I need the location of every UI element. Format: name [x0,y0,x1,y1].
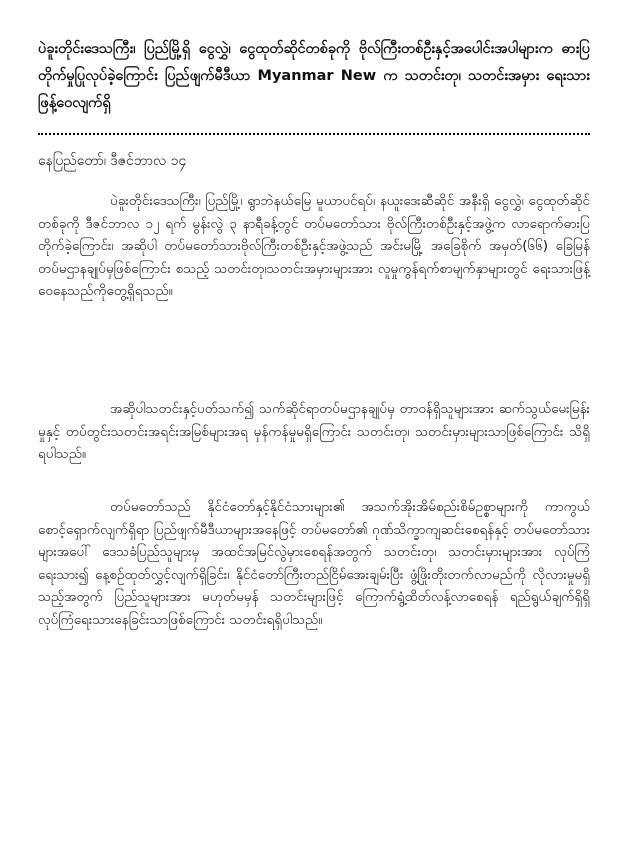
paragraph-2: အဆိုပါသတင်းနှင့်ပတ်သက်၍ သက်ဆိုင်ရာတပ်မဌာနချုပ်မှ တာဝန်ရှိသူများအား ဆက်သွယ်မေးမြန်းမှုနှင့် တပ်တွင်းသတင်းအရင်းအမြစ်များအရ မှန်ကန်မှုမရှိကြောင်း သတင်းတု၊ သတင်းမှားများသာဖြစ်ကြောင်း သိရှိရပါသည်။ [38,401,590,463]
paragraph-1: ပဲခူးတိုင်းဒေသကြီး၊ ပြည်မြို့၊ ရွာဘဲနယ်မြေ မူယာပင်ရပ်၊ နယူးဒေးဆီဆိုင် အနီးရှိ ငွေလွှဲ၊ ငွေထုတ်ဆိုင်တစ်ခုကို ဒီဇင်ဘာလ ၁၂ ရက် မွန်းလွဲ ၃ နာရီခန့်တွင် တပ်မတော်သား ဗိုလ်ကြီးတစ်ဦးနှင့်အဖွဲ့က လာရောက်ဓားပြတိုက်ခဲ့ကြောင်း၊ အဆိုပါ တပ်မတော်သားဗိုလ်ကြီးတစ်ဦးနှင့်အဖွဲ့သည် အင်းမမြို့ အခြေစိုက် အမှတ်(၆၆) ခြေမြန် တပ်မဌာနချုပ်မှဖြစ်ကြောင်း စသည့် သတင်းတု၊သတင်းအမှားများအား လူမှုကွန်ရက်စာမျက်နှာများတွင် ရေးသားဖြန့်ဝေနေသည်ကိုတွေ့ရှိရသည်။ [38,193,590,300]
dateline: နေပြည်တော်၊ ဒီဇင်ဘာလ ၁၄ [38,153,187,169]
dotted-divider [38,133,590,135]
paragraph-3: တပ်မတော်သည် နိုင်ငံတော်နှင့်နိုင်ငံသားများ၏ အသက်အိုးအိမ်စည်းစိမ်ဥစ္စာများကို ကာကွယ်စောင့်ရှောက်လျက်ရှိရာ ပြည်ဖျက်မီဒီယာများအနေဖြင့် တပ်မတော်၏ ဂုဏ်သိက္ခာကျဆင်းစေရန်နှင့် တပ်မတော်သားများအပေါ် ဒေသခံပြည်သူများမှ အထင်အမြင်လွဲမှားစေရန်အတွက် သတင်းတု၊ သတင်းမှားများအား လုပ်ကြံရေးသား၍ နေ့စဉ်ထုတ်လွှင့်လျက်ရှိခြင်း၊ နိုင်ငံတော်ကြီးတည်ငြိမ်အေးချမ်းပြီး ဖွံ့ဖြိုးတိုးတက်လာမည်ကို လိုလားမှုမရှိသည့်အတွက် ပြည်သူများအား မဟုတ်မမှန် သတင်းများဖြင့် ကြောက်ရွံ့ထိတ်လန့်လာစေရန် ရည်ရွယ်ချက်ရှိရှိ လုပ်ကြံရေးသားနေခြင်းသာဖြစ်ကြောင်း သတင်းရရှိပါသည်။ [38,499,590,628]
headline: ပဲခူးတိုင်းဒေသကြီး၊ ပြည်မြို့ရှိ ငွေလွှဲ၊ ငွေထုတ်ဆိုင်တစ်ခုကို ဗိုလ်ကြီးတစ်ဦးနှင့်အပေါင်းအပါများက ဓားပြတိုက်မှုပြုလုပ်ခဲ့ကြောင်း ပြည်ဖျက်မီဒီယာ Myanmar New က သတင်းတု၊ သတင်းအမှား ရေးသားဖြန့်ဝေလျက်ရှိ [38,41,590,111]
